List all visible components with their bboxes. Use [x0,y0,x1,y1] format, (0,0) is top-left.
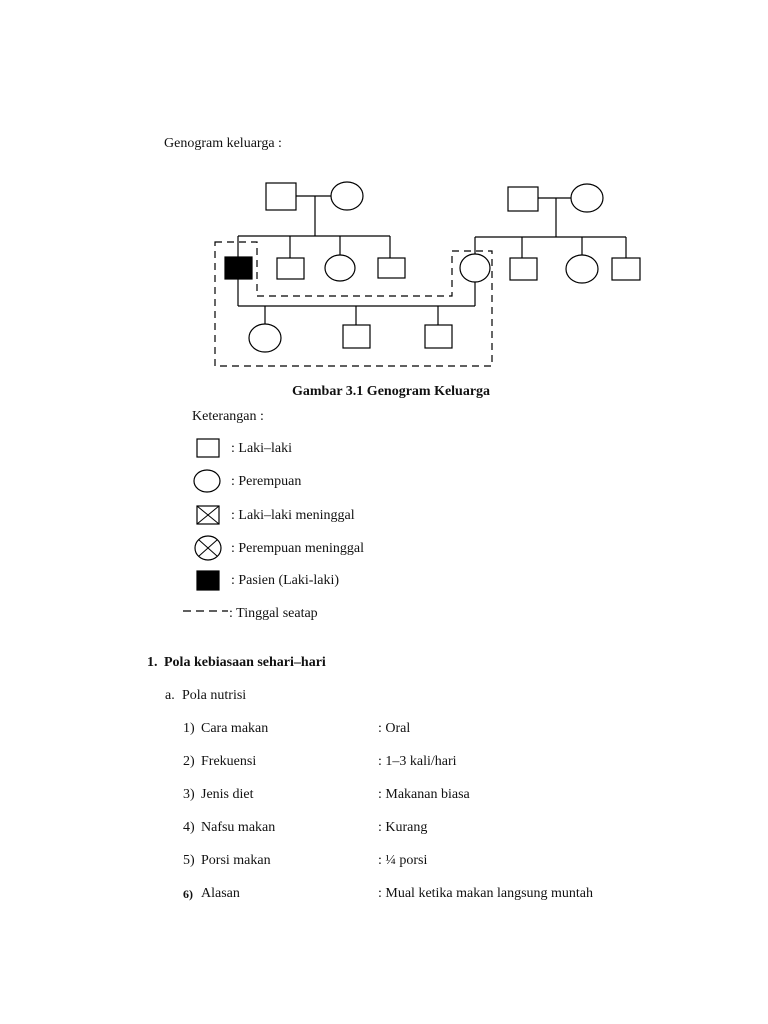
row-label: Frekuensi [201,754,257,769]
crossed-circle-icon [193,535,225,563]
row-label: Nafsu makan [201,820,276,835]
row-value: : ¼ porsi [378,853,428,868]
row-number: 3) [183,787,195,802]
legend-label-patient: : Pasien (Laki-laki) [231,573,340,588]
sibling-left-circle [325,255,355,281]
row-number: 6) [183,887,193,901]
row-label: Cara makan [201,721,269,736]
circle-icon [192,469,224,495]
figure-caption: Gambar 3.1 Genogram Keluarga [292,384,491,399]
row-value: : 1–3 kali/hari [378,754,457,769]
legend-label-male-deceased: : Laki–laki meninggal [231,508,355,523]
grandfather-left-square [266,183,296,210]
child-square-2 [425,325,452,348]
legend-label-household: : Tinggal seatap [229,606,318,621]
legend-label-male: : Laki–laki [231,441,293,456]
child-square-1 [343,325,370,348]
filled-square-icon [196,570,222,592]
row-value: : Kurang [378,820,428,835]
sibling-right-square-2 [612,258,640,280]
row-value: : Mual ketika makan langsung muntah [378,886,594,901]
child-circle [249,324,281,352]
grandfather-right-square [508,187,538,211]
legend-heading: Keterangan : [192,409,264,424]
legend-label-female-deceased: : Perempuan meninggal [231,541,364,556]
sibling-right-circle [566,255,598,283]
sibling-left-square-2 [378,258,405,278]
section-title: Pola kebiasaan sehari–hari [164,655,326,670]
row-value: : Oral [378,721,411,736]
sibling-left-square-1 [277,258,304,279]
row-value: : Makanan biasa [378,787,470,802]
row-number: 2) [183,754,195,769]
row-number: 1) [183,721,195,736]
crossed-square-icon [196,505,222,527]
subsection-title: Pola nutrisi [182,688,247,703]
wife-circle [460,254,490,282]
genogram-diagram [0,0,768,380]
subsection-letter: a. [165,688,175,703]
square-icon [196,438,222,460]
dashed-line-icon [182,604,230,618]
row-label: Porsi makan [201,853,271,868]
row-number: 4) [183,820,195,835]
patient-filled-square [225,257,252,279]
row-label: Jenis diet [201,787,254,802]
grandmother-right-circle [571,184,603,212]
genogram-intro-label: Genogram keluarga : [164,136,282,151]
row-number: 5) [183,853,195,868]
row-label: Alasan [201,886,240,901]
sibling-right-square-1 [510,258,537,280]
legend-label-female: : Perempuan [231,474,302,489]
grandmother-left-circle [331,182,363,210]
section-number: 1. [147,655,158,670]
